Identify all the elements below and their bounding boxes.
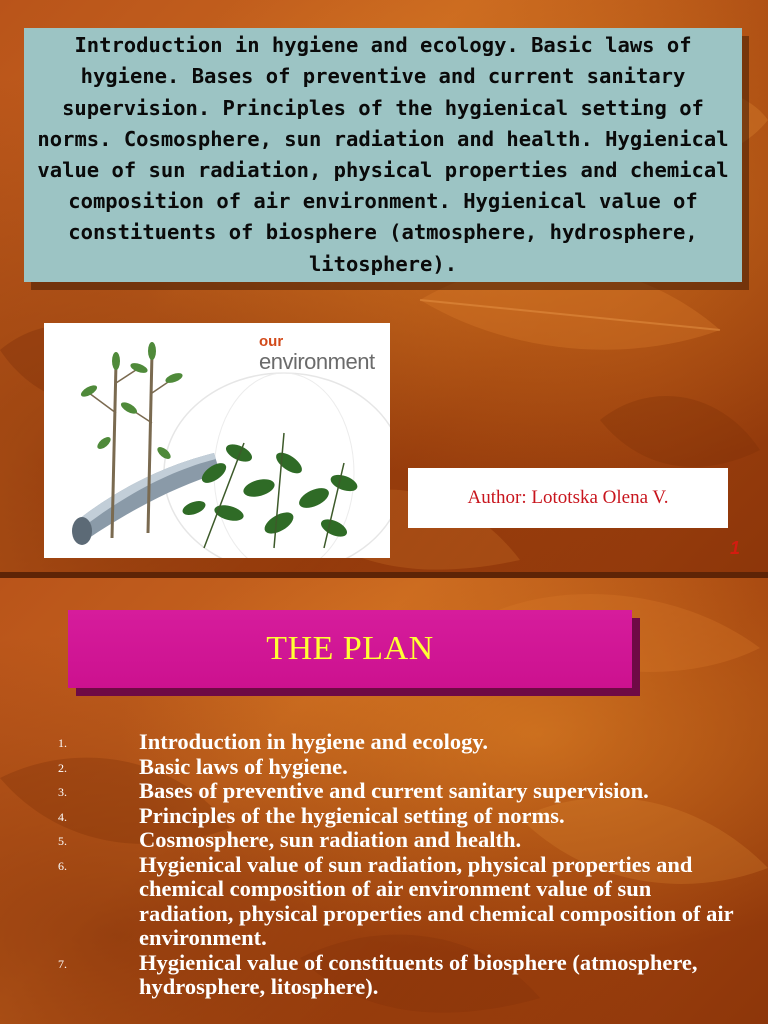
list-item-number: 6. <box>58 858 67 873</box>
list-item-number: 2. <box>58 760 67 775</box>
list-item-text: Principles of the hygienical setting of norms. <box>139 802 565 828</box>
list-item-text: Basic laws of hygiene. <box>139 753 348 779</box>
list-item-number: 3. <box>58 785 67 799</box>
plan-list <box>0 730 768 1000</box>
environment-image <box>44 323 390 558</box>
plan-title-box <box>68 610 632 688</box>
list-item <box>0 779 768 804</box>
list-item <box>0 951 768 1000</box>
list-item-number: 5. <box>58 834 67 848</box>
list-item <box>0 853 768 951</box>
list-item-number: 7. <box>58 956 67 971</box>
list-item-number: 4. <box>58 809 67 824</box>
list-item <box>0 828 768 853</box>
slide-2 <box>0 578 768 1024</box>
title-box <box>24 28 742 282</box>
lecture-title: Introduction in hygiene and ecology. Basic laws of hygiene. Bases of preventive and current sanitary supervision. Principles of the hygienical setting of norms. Cosmosphere, sun radiation and health. Hygienical value of sun radiation, physical properties and chemical composition of air environment. Hygienical value of constituents of biosphere (atmosphere, hydrosphere, litosphere). <box>37 33 729 276</box>
list-item-text: Introduction in hygiene and ecology. <box>139 729 489 754</box>
author-box <box>408 468 728 528</box>
list-item-text: Cosmosphere, sun radiation and health. <box>139 827 522 852</box>
plan-title: THE PLAN <box>266 630 434 667</box>
slide-number: 1 <box>730 538 741 558</box>
image-caption-our: our <box>259 333 284 350</box>
list-item <box>0 730 768 755</box>
list-item <box>0 804 768 829</box>
list-item-number: 1. <box>58 736 67 750</box>
list-item-text: Hygienical value of sun radiation, physical properties and chemical composition of air environment value of sun radiation, physical properties and chemical composition of air environment. <box>139 851 734 950</box>
list-item-text: Bases of preventive and current sanitary supervision. <box>139 778 649 803</box>
list-item <box>0 755 768 780</box>
image-caption-environment: environment <box>259 349 375 374</box>
author-name: Author: Lototska Olena V. <box>467 487 669 508</box>
list-item-text: Hygienical value of constituents of biosphere (atmosphere, hydrosphere, litosphere). <box>139 949 698 999</box>
